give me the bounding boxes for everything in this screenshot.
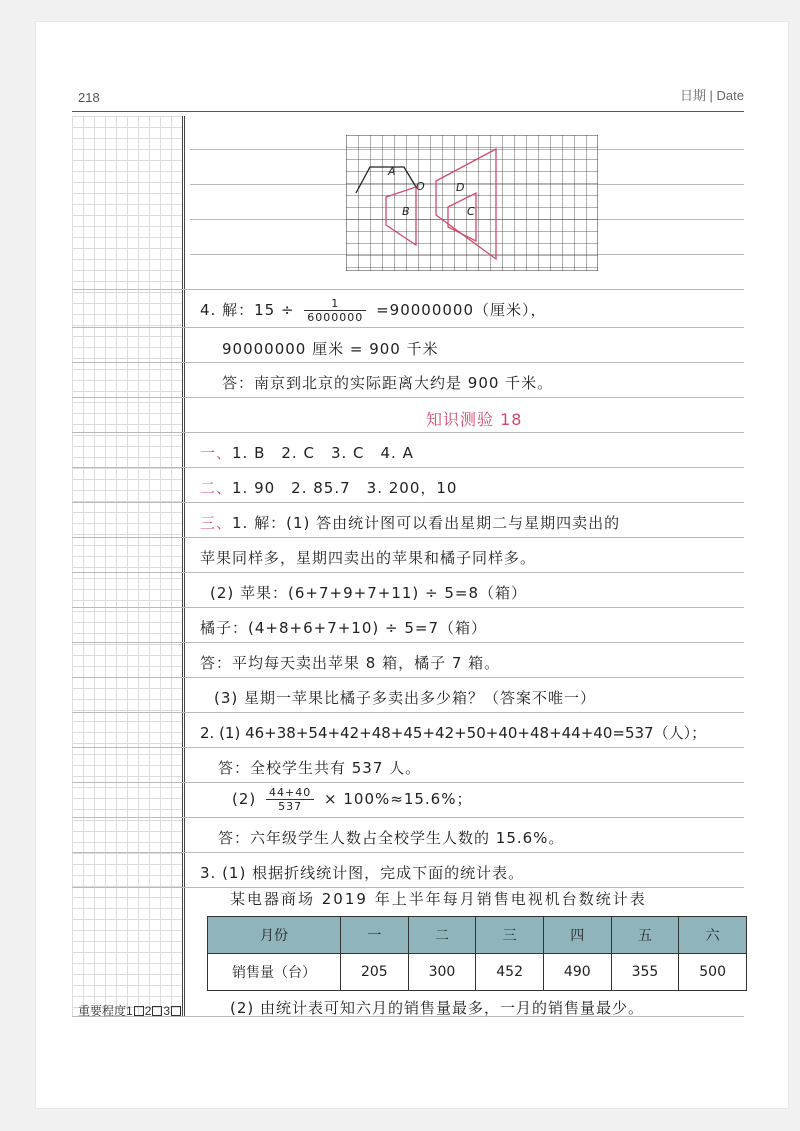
q2-line4: 答：六年级学生人数占全校学生人数的 15.6%。 (218, 829, 565, 847)
part3-line3: (2) 苹果：(6+7+9+7+11) ÷ 5=8（箱） (210, 584, 528, 602)
section-title: 知识测验 18 (426, 410, 523, 429)
part1-line: 一、1. B 2. C 3. C 4. A (200, 444, 414, 462)
checkbox-1[interactable] (134, 1006, 144, 1016)
margin-grid (72, 116, 182, 1016)
table-header-row (208, 917, 747, 954)
part3-line4: 橘子：(4+8+6+7+10) ÷ 5=7（箱） (200, 619, 487, 637)
q2-line3: (2) $\frac{44+40}{537}$ × 100%≈15.6%； (232, 786, 473, 813)
grid-figure (346, 135, 598, 271)
sales-table (207, 916, 747, 991)
label-o: O (416, 180, 425, 193)
q4-answer: 答：南京到北京的实际距离大约是 900 千米。 (222, 374, 554, 392)
table-cell: 一 (341, 917, 409, 954)
q4-line1: 4. 解：15 ÷ $\frac{1}{6000000}$ =90000000（厘米）， (200, 297, 547, 324)
table-cell: 490 (543, 954, 611, 991)
table-cell: 销售量（台） (208, 954, 341, 991)
page-number: 218 (78, 90, 100, 105)
q3-line2: (2) 由统计表可知六月的销售量最多，一月的销售量最少。 (230, 999, 645, 1017)
label-a: A (388, 165, 396, 178)
header-divider (72, 111, 744, 112)
table-cell: 452 (476, 954, 544, 991)
q2-fraction: $\frac{44+40}{537}$ (266, 786, 314, 813)
table-cell: 三 (476, 917, 544, 954)
table-cell: 355 (611, 954, 679, 991)
table-cell: 300 (408, 954, 476, 991)
q2-line1: 2. (1) 46+38+54+42+48+45+42+50+40+48+44+40=537（人）； (200, 724, 707, 742)
part3-line2: 苹果同样多，星期四卖出的苹果和橘子同样多。 (200, 549, 537, 567)
q2-line2: 答：全校学生共有 537 人。 (218, 759, 422, 777)
part3-line1: 三、1. 解：(1) 答由统计图可以看出星期二与星期四卖出的 (200, 514, 621, 532)
table-cell: 六 (679, 917, 747, 954)
label-d: D (456, 181, 465, 194)
part2-line: 二、1. 90 2. 85.7 3. 200，10 (200, 479, 458, 497)
label-b: B (402, 205, 410, 218)
table-cell: 四 (543, 917, 611, 954)
checkbox-2[interactable] (152, 1006, 162, 1016)
table-title: 某电器商场 2019 年上半年每月销售电视机台数统计表 (230, 890, 647, 908)
table-cell: 二 (408, 917, 476, 954)
q4-line2: 90000000 厘米 = 900 千米 (222, 340, 439, 358)
margin-rule (182, 116, 185, 1016)
part3-line6: (3) 星期一苹果比橘子多卖出多少箱？（答案不唯一） (214, 689, 597, 707)
table-cell: 205 (341, 954, 409, 991)
label-c: C (467, 205, 475, 218)
table-row (208, 954, 747, 991)
date-label: 日期 | Date (679, 88, 744, 103)
table-cell: 月份 (208, 917, 341, 954)
q3-line1: 3. (1) 根据折线统计图，完成下面的统计表。 (200, 864, 525, 882)
table-cell: 五 (611, 917, 679, 954)
checkbox-3[interactable] (171, 1006, 181, 1016)
q4-fraction: $\frac{1}{6000000}$ (304, 297, 366, 324)
part3-line5: 答：平均每天卖出苹果 8 箱，橘子 7 箱。 (200, 654, 501, 672)
importance-indicator: 重要程度1 2 3 (78, 1002, 182, 1019)
table-cell: 500 (679, 954, 747, 991)
